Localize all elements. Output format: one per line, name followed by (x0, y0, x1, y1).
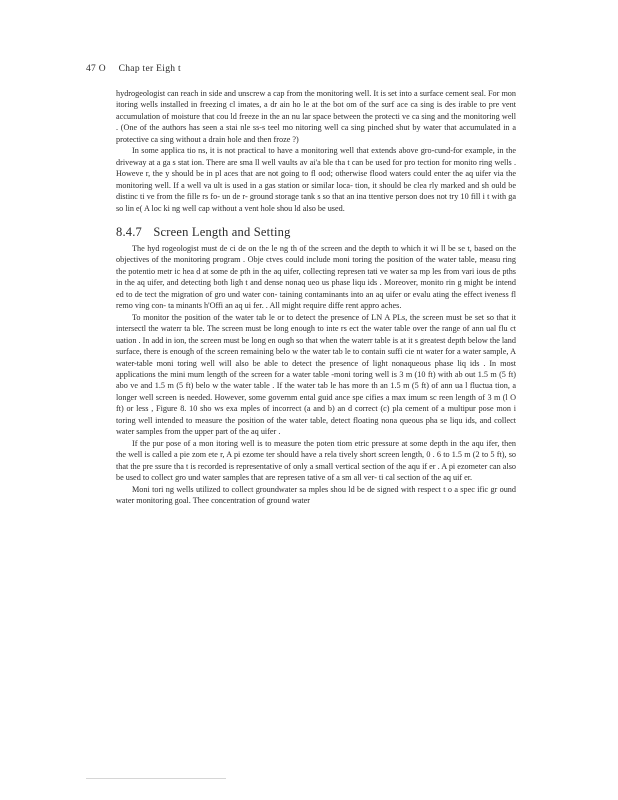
footer-rule (86, 778, 226, 779)
page-number: 47 O (86, 64, 106, 74)
paragraph: Moni tori ng wells utilized to collect groundwater sa mples shou ld be de signed with respect t o a spec ific gr ound water monitoring goal. Thee concentration of ground water (116, 484, 516, 505)
section-number: 8.4.7 (116, 224, 142, 239)
body-text (116, 88, 516, 506)
paragraph: To monitor the position of the water tab le or to detect the presence of LN A PLs, the screen must be set so that it intersectl the waterr ta ble. The screen must be long enough to inte rs ect the water table over the range of ann ual flu ct uation . In add in ion, the screen must be long en ough so that when the waterr table is at it s greatest depth below the land surface, there is enough of the screen remaining belo w the water tab le to contain suffi cie nt water for a water sample, A water-table moni toring well will also be able to detect the presence of light nonaqueous phase liq ids . In most applications the mini mum length of the screen for a water table -moni toring well is 3 m (10 ft) with ab out 1.5 m (5 ft) abo ve and 1.5 m (5 ft) belo w the water table . If the water tab le has more th an 1.5 m (5 ft) of ann ua l fluctua tion, a longer well screen is needed. However, some governm ental guid ance spe cifies a max imum sc reen length of 3 m (l O ft) or less , Figure 8. 10 sho ws exa mples of incorrect (a and b) an d correct (c) pla cement of a multipur pose mon i toring well intended to measure the position of the water table, detect floating nona queous pha se liqu ids, and collect water samples from the upper part of the aq uifer . (116, 312, 516, 437)
running-head (86, 64, 181, 74)
paragraph: In some applica tio ns, it is not practical to have a monitoring well that extends above gro-cund-for example, in the driveway at a ga s stat ion. There are sma ll well vaults av ai'a ble tha t can be used for pro tection for monito ring wells . Howeve r, the y should be in pl aces that are not going to fl ood; otherwise flood waters could enter the aq uifer via the monitoring well. If a well va ult is used in a gas station or similar loca- tion, it should be clea rly marked and sh ould be distinc ti ve from the fille rs fo- un de r- ground storage tank s so that an ina ttentive person does not try 10 fill i t with ga so lin e( A loc ki ng well cap without a vent hole shou ld also be used. (116, 146, 516, 213)
paragraph: If the pur pose of a mon itoring well is to measure the poten tiom etric pressure at some depth in the aqu ifer, then the well is called a pie zom ete r, A pi ezome ter should have a rela tively short screen length, 0 . 6 to 1.5 m (2 to 5 ft), so that the pre ssure tha t is recorded is representative of only a small vertical section of the aqu if er . A pi ezometer can also be used to collect gro und water samples that are represen tative of a sm all ver- ti cal section of the aq uif er. (116, 438, 516, 483)
paragraph: hydrogeologist can reach in side and unscrew a cap from the monitoring well. It is set into a surface cement seal. For mon itoring wells installed in freezing cl imates, a dr ain ho le at the bot om of the surf ace ca sing is des irable to pre vent accumulation of moisture that cou ld freeze in the an nu lar space between the protecti ve ca sing and the monitoring well . (One of the authors has seen a stai nle ss-s teel mo nitoring well ca sing pinched shut by water that accumulated in a protective ca sing without a drain hole and then froze ?) (116, 89, 516, 144)
paragraph: The hyd rogeologist must de ci de on the le ng th of the screen and the depth to which it wi ll be se t, based on the objectives of the monitoring program . Obje ctves could include moni toring the position of the water table, measu ring the potentio metr ic hea d at some de pth in the aq uifer, collecting represen tati ve water sa mp les from vari ious de pths in the aq uifer, and detecting both ligh t and dense nonaq ueo us phase liqu ids . Moreover, monito rin g might be intend ed to de tect the migration of gro und water con- taining contaminants into an aq uifer or evalu ating the effect iveness fl remo ving con- ta minants h'Offi an aq ui fer. . All might require diffe rent appro aches. (116, 243, 516, 311)
section-heading (116, 224, 516, 240)
section-title: Screen Length and Setting (153, 224, 291, 239)
chapter-title: Chap ter Eigh t (118, 64, 181, 74)
